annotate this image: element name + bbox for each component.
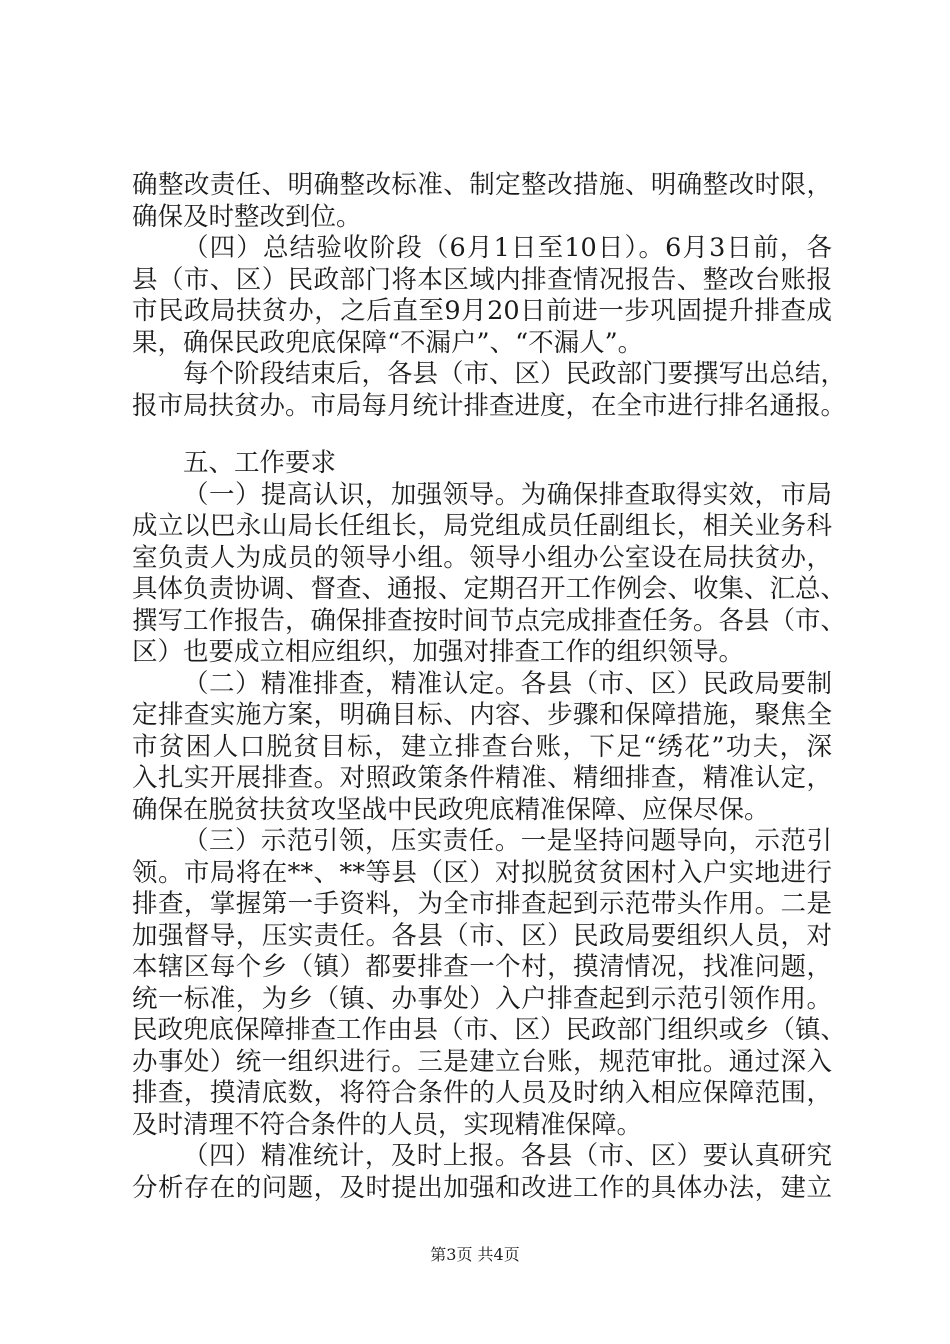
paragraph-line: 市贫困人口脱贫目标，建立排查台账，下足“绣花”功夫，深	[132, 731, 832, 762]
paragraph-line: 具体负责协调、督查、通报、定期召开工作例会、收集、汇总、	[132, 574, 847, 604]
paragraph-line: 排查，摸清底数，将符合条件的人员及时纳入相应保障范围，	[132, 1078, 832, 1108]
paragraph-line: 加强督导，压实责任。各县（市、区）民政局要组织人员，对	[132, 920, 832, 951]
paragraph-line: 确保在脱贫扶贫攻坚战中民政兜底精准保障、应保尽保。	[132, 794, 770, 825]
paragraph-line: 每个阶段结束后，各县（市、区）民政部门要撰写出总结，	[183, 359, 847, 389]
paragraph-line: 领。市局将在**、**等县（区）对拟脱贫贫困村入户实地进行	[132, 857, 832, 888]
paragraph-line: 室负责人为成员的领导小组。领导小组办公室设在局扶贫办，	[132, 542, 832, 573]
paragraph-line: 果，确保民政兜底保障“不漏户”、“不漏人”。	[132, 327, 644, 358]
paragraph-line: 定排查实施方案，明确目标、内容、步骤和保障措施，聚焦全	[132, 700, 832, 730]
paragraph-line: （四）总结验收阶段（6月1日至10日）。6月3日前，各	[183, 233, 832, 263]
document-body	[132, 170, 847, 1204]
paragraph-line: （三）示范引领，压实责任。一是坚持问题导向，示范引	[183, 826, 832, 856]
paragraph-line: 民政兜底保障排查工作由县（市、区）民政部门组织或乡（镇、	[132, 1015, 847, 1045]
paragraph-line: 区）也要成立相应组织，加强对排查工作的组织领导。	[132, 637, 745, 667]
paragraph-line: 入扎实开展排查。对照政策条件精准、精细排查，精准认定，	[132, 763, 832, 793]
paragraph-line: （四）精准统计，及时上报。各县（市、区）要认真研究	[183, 1141, 832, 1171]
page-number-footer: 第3页 共4页	[430, 1245, 520, 1264]
paragraph-line: 撰写工作报告，确保排查按时间节点完成排查任务。各县（市、	[132, 605, 847, 636]
paragraph-line: 办事处）统一组织进行。三是建立台账，规范审批。通过深入	[132, 1046, 832, 1077]
paragraph-line: 县（市、区）民政部门将本区域内排查情况报告、整改台账报	[132, 264, 832, 295]
paragraph-line: 成立以巴永山局长任组长，局党组成员任副组长，相关业务科	[132, 511, 832, 541]
paragraph-line: 分析存在的问题，及时提出加强和改进工作的具体办法，建立	[132, 1172, 832, 1203]
paragraph-line: 统一标准，为乡（镇、办事处）入户排查起到示范引领作用。	[132, 983, 832, 1014]
section-heading: 五、工作要求	[183, 448, 337, 478]
paragraph-line: 确整改责任、明确整改标准、制定整改措施、明确整改时限，	[132, 170, 832, 200]
paragraph-line: 本辖区每个乡（镇）都要排查一个村，摸清情况，找准问题，	[132, 952, 832, 982]
paragraph-line: 确保及时整改到位。	[132, 201, 362, 232]
paragraph-line: 及时清理不符合条件的人员，实现精准保障。	[132, 1109, 643, 1140]
paragraph-line: 排查，掌握第一手资料，为全市排查起到示范带头作用。二是	[132, 889, 832, 919]
paragraph-line: （一）提高认识，加强领导。为确保排查取得实效，市局	[183, 479, 832, 510]
paragraph-line: （二）精准排查，精准认定。各县（市、区）民政局要制	[183, 668, 832, 699]
paragraph-line: 报市局扶贫办。市局每月统计排查进度，在全市进行排名通报。	[132, 390, 847, 421]
paragraph-line: 市民政局扶贫办，之后直至9月20日前进一步巩固提升排查成	[132, 296, 832, 326]
